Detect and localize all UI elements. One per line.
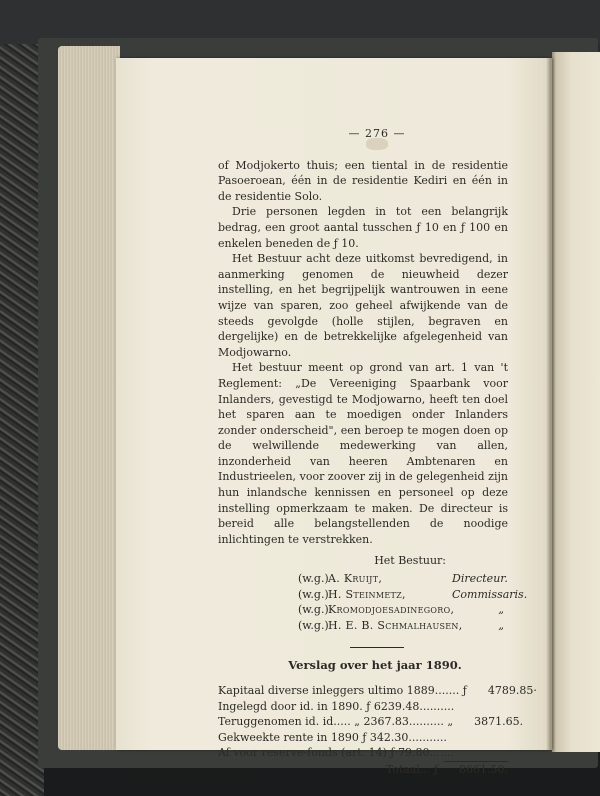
signer-row xyxy=(298,618,508,634)
signer-role: Directeur. xyxy=(452,572,508,586)
account-row xyxy=(218,730,508,746)
book-gutter xyxy=(546,52,556,752)
account-amount: 4789.85· xyxy=(487,684,537,697)
signer-row xyxy=(298,602,508,618)
signer-name: Kromodjoesadinegoro, xyxy=(328,603,455,617)
account-amount: 3871.65. xyxy=(474,715,524,729)
account-amount xyxy=(454,745,524,761)
signer-row xyxy=(298,571,508,587)
report-title: Verslag over het jaar 1890. xyxy=(288,658,462,673)
account-row xyxy=(218,699,508,715)
section-divider xyxy=(350,647,404,648)
account-row xyxy=(218,745,508,761)
paragraph-4: Het bestuur meent op grond van art. 1 van 't Reglement: „De Vereeniging Spaarbank voor Inlanders, gevestigd te Modjowarno, heeft ten doel het sparen aan te moedigen onder Inlanders zonder onderscheid", een beroep te mogen doen op de welwillende medewerking van allen, inzonderheid van heeren Ambtenaren en Industrieelen, voor zoover zij in de gelegenheid zijn hun inlandsche kennissen en personeel op deze instelling opmerkzaam te maken. De directeur is bereid alle belangstellenden de noodige inlichtingen te verstrekken. xyxy=(218,361,508,546)
signer-role: „ xyxy=(498,618,504,632)
signer-name: H. Steinmetz, xyxy=(328,587,406,601)
account-total-row xyxy=(218,762,508,778)
facing-page xyxy=(552,52,600,752)
signer-role: „ xyxy=(498,603,504,617)
account-row xyxy=(218,714,524,730)
account-amount xyxy=(447,730,517,746)
account-label: Ingelegd door id. in 1890. ƒ 6239.48.......... xyxy=(218,699,455,713)
board-signatures xyxy=(218,553,528,633)
account-label: Teruggenomen id. id..... „ 2367.83.......... „ xyxy=(218,715,454,729)
account-amount xyxy=(454,699,524,715)
account-table xyxy=(218,683,537,778)
signer-prefix: (w.g.) xyxy=(298,572,329,586)
signer-prefix: (w.g.) xyxy=(298,618,329,632)
signer-role: Commissaris. xyxy=(452,587,528,601)
signer-prefix: (w.g.) xyxy=(298,603,329,617)
page-number: — 276 — xyxy=(348,127,406,140)
signer-prefix: (w.g.) xyxy=(298,587,329,601)
page-edges xyxy=(58,46,120,750)
account-label: Af voor reserve-fonds (art. 14) ƒ 79.80....... xyxy=(218,746,454,760)
signer-row xyxy=(298,587,528,603)
page-content xyxy=(218,126,537,778)
paragraph-3: Het Bestuur acht deze uitkomst bevredigend, in aanmerking genomen de nieuwheid dezer instelling, en het begrijpelijk wantrouwen in eene wijze van sparen, zoo geheel afwijkende van de steeds gevolgde (holle stijlen, begraven en dergelijke) en de betrekkelijke afgelegenheid van Modjowarno. xyxy=(218,252,508,359)
account-label: Gekweekte rente in 1890 ƒ 342.30........... xyxy=(218,730,447,744)
body-text xyxy=(218,158,508,548)
total-amount: 8661.50. xyxy=(459,762,508,776)
account-row xyxy=(218,683,537,699)
paragraph-2: Drie personen legden in tot een belangrijk bedrag, een groot aantal tusschen ƒ 10 en ƒ 100 en enkelen beneden de ƒ 10. xyxy=(218,205,508,250)
signer-name: H. E. B. Schmalhausen, xyxy=(328,618,463,632)
paragraph-1: of Modjokerto thuis; een tiental in de residentie Pasoeroean, één in de residentie Kediri en één in de residentie Solo. xyxy=(218,158,508,203)
account-label: Kapitaal diverse inleggers ultimo 1889....... ƒ xyxy=(218,684,467,697)
total-label: Totaal... ƒ xyxy=(385,762,438,776)
signer-name: A. Kruijt, xyxy=(328,572,383,586)
board-heading: Het Bestuur: xyxy=(374,554,446,568)
